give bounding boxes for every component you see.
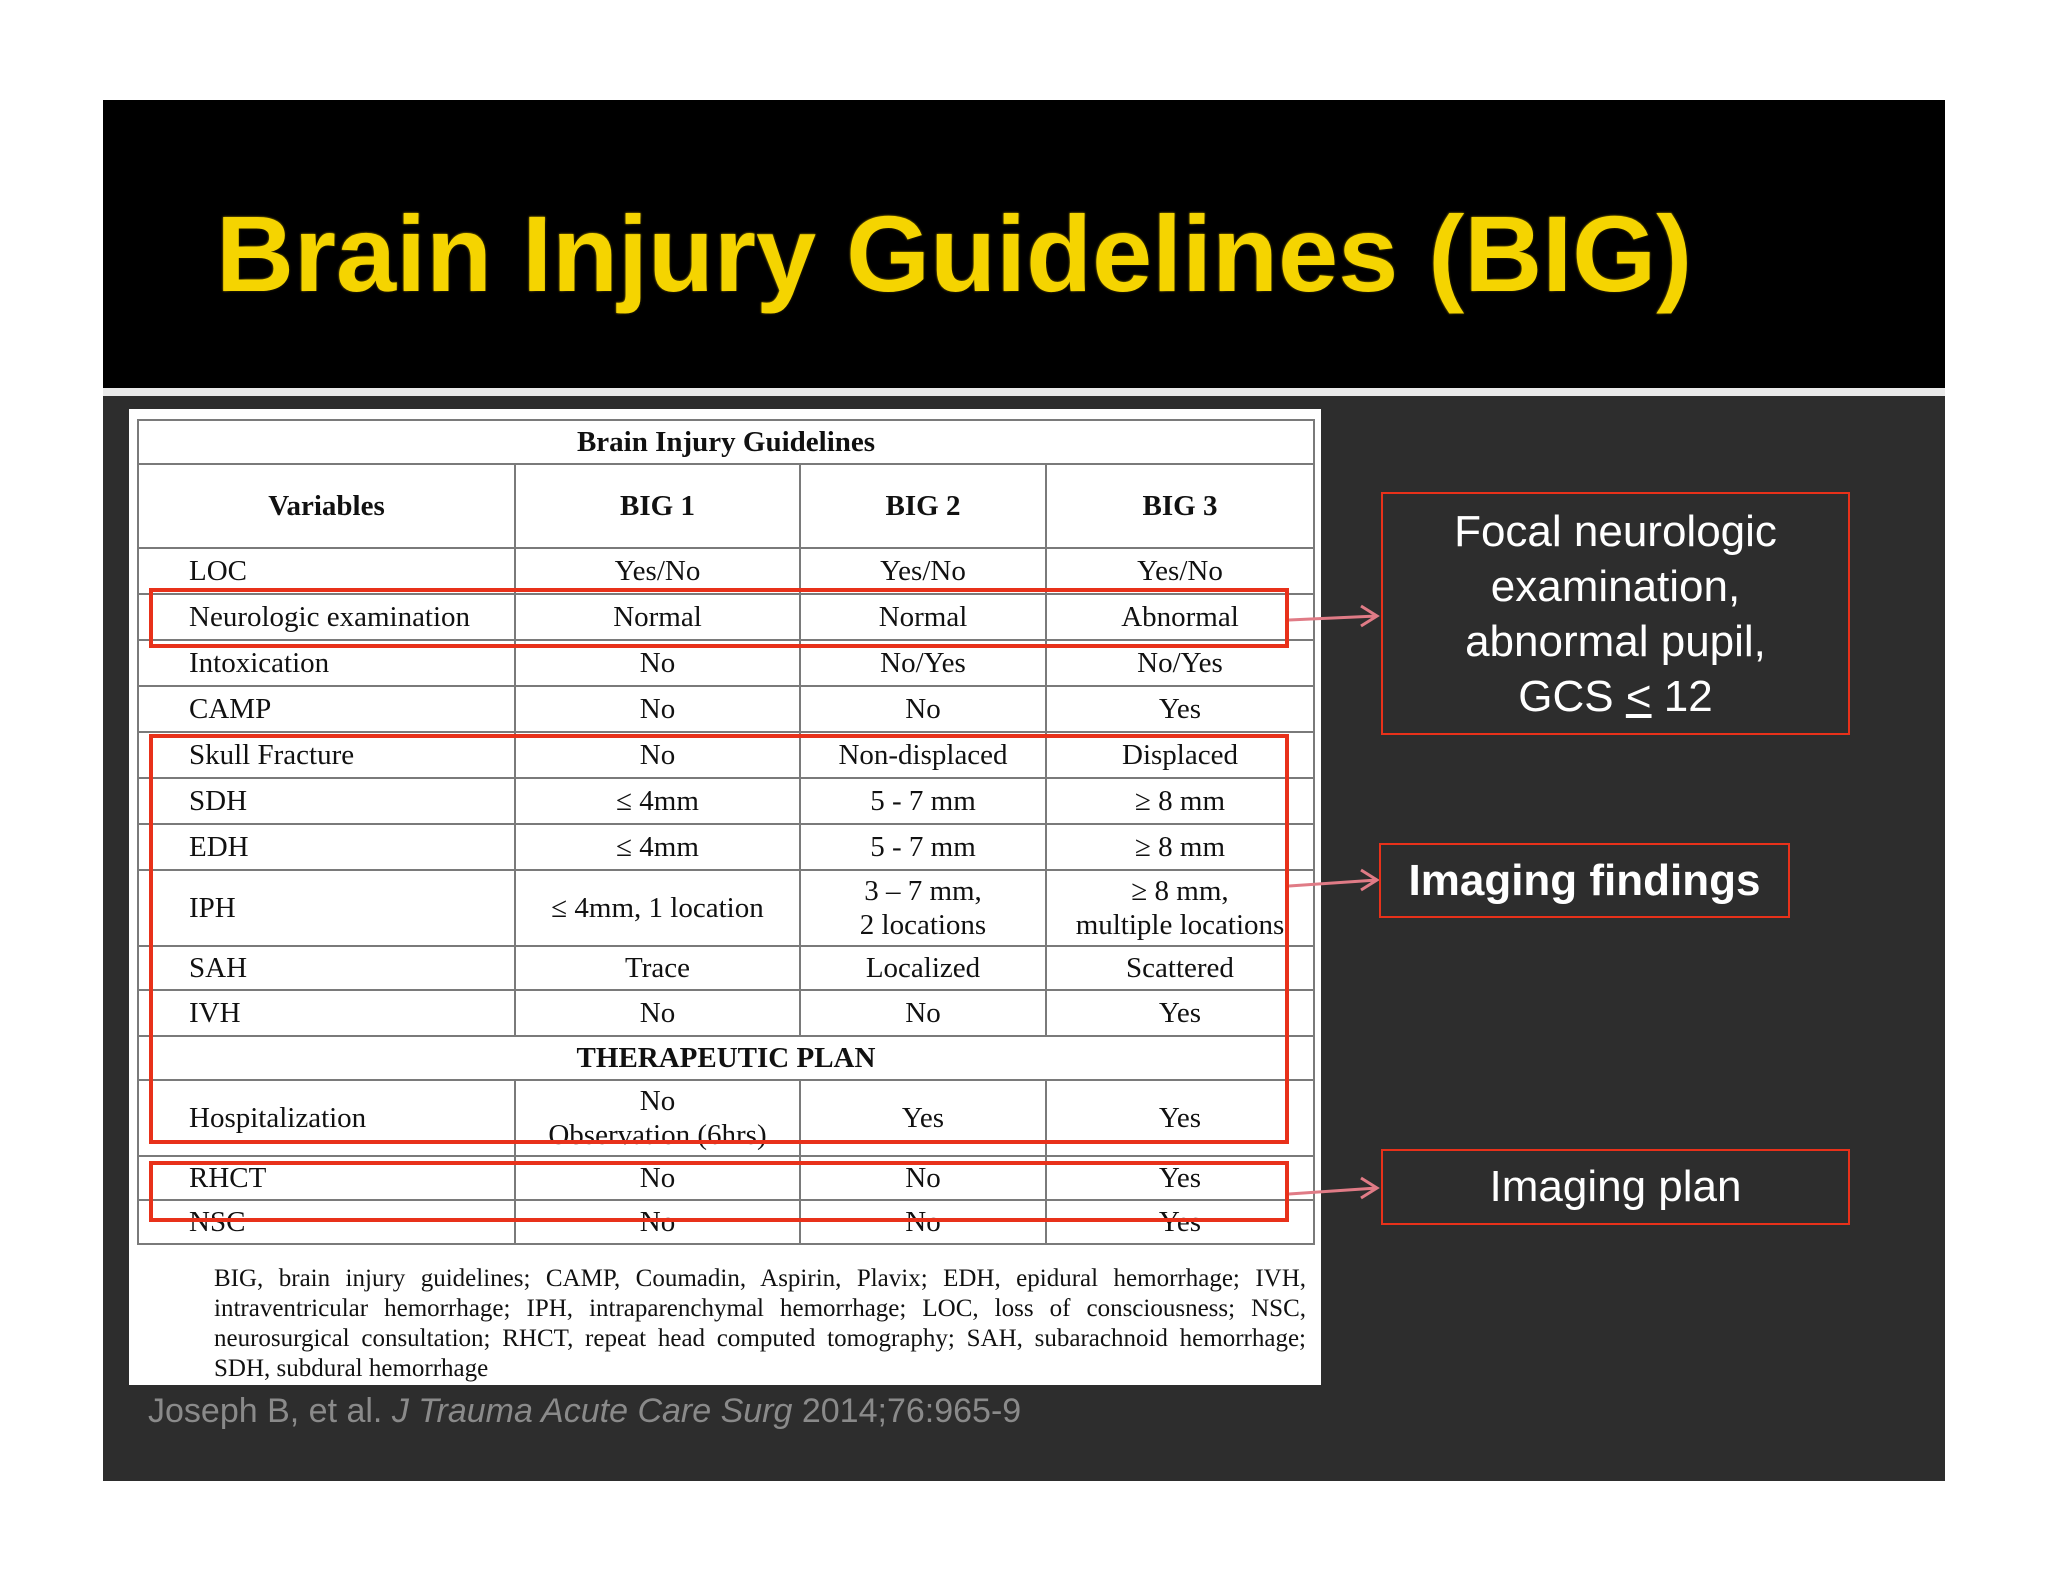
table-cell: No [800,1156,1046,1200]
table-cell: ≥ 8 mm [1046,824,1314,870]
callout-line: abnormal pupil, [1465,616,1766,666]
citation-authors: Joseph B, et al. [148,1392,392,1430]
column-header: BIG 1 [515,464,800,548]
callout-focal-neurologic [1381,492,1850,735]
row-label: Intoxication [138,640,515,686]
table-cell: Yes [1046,1156,1314,1200]
row-label: RHCT [138,1156,515,1200]
table-cell: No [515,1156,800,1200]
table-cell: ≥ 8 mm [1046,778,1314,824]
table-cell: Displaced [1046,732,1314,778]
table-cell: No [800,686,1046,732]
cell-line: Observation (6hrs) [548,1119,767,1151]
row-label: Hospitalization [138,1080,515,1156]
table-cell: ≤ 4mm [515,824,800,870]
arrow-to-imaging-plan-callout [1289,1188,1377,1194]
table-cell: Yes/No [1046,548,1314,594]
table-cell: 5 - 7 mm [800,778,1046,824]
cell-line: 3 – 7 mm, [864,875,982,907]
table-cell: No/Yes [800,640,1046,686]
row-label: Neurologic examination [138,594,515,640]
table-footnote: BIG, brain injury guidelines; CAMP, Coumadin, Aspirin, Plavix; EDH, epidural hemorrhage; IVH, intraventricular hemorrhage; IPH, intraparenchymal hemorrhage; LOC, loss of consciousness; NSC, neurosurgical consultation; RHCT, repeat head computed tomography; SAH, subarachnoid hemorrhage; SDH, subdural hemorrhage [214,1265,1306,1382]
row-label: Skull Fracture [138,732,515,778]
citation [148,1392,1021,1431]
table-cell: Yes [1046,990,1314,1036]
row-label: SDH [138,778,515,824]
table-cell: Non-displaced [800,732,1046,778]
callout-line: Focal neurologic [1454,506,1777,556]
gcs-suffix: 12 [1651,671,1713,721]
section-title: THERAPEUTIC PLAN [138,1036,1314,1080]
table-cell: No [515,686,800,732]
table-cell: Yes/No [800,548,1046,594]
cell-line: 2 locations [859,909,987,941]
row-label: EDH [138,824,515,870]
table-cell: Abnormal [1046,594,1314,640]
table-cell: ≤ 4mm, 1 location [515,870,800,946]
callout-line-gcs [1454,669,1777,724]
row-label: SAH [138,946,515,990]
slide [103,100,1945,1481]
table-cell: Localized [800,946,1046,990]
row-label: LOC [138,548,515,594]
callout-imaging-findings: Imaging findings [1379,843,1790,918]
table-cell: No [515,990,800,1036]
column-header: Variables [138,464,515,548]
table-cell: No [800,1200,1046,1244]
row-label: IVH [138,990,515,1036]
table-cell: Yes [800,1080,1046,1156]
table-cell: No [515,640,800,686]
gcs-prefix: GCS [1518,671,1626,721]
table-cell: Trace [515,946,800,990]
table-cell: Normal [800,594,1046,640]
table-title: Brain Injury Guidelines [138,420,1314,464]
cell-line: No [639,1085,676,1117]
arrow-to-focal-callout [1289,616,1377,620]
lte-symbol: < [1625,671,1652,721]
table-cell: ≤ 4mm [515,778,800,824]
column-header: BIG 2 [800,464,1046,548]
citation-ref: 2014;76:965-9 [792,1392,1022,1430]
slide-title: Brain Injury Guidelines (BIG) [216,193,1693,314]
table-cell: Yes [1046,1200,1314,1244]
arrow-to-imaging-findings-callout [1289,880,1377,886]
table-cell: Yes [1046,1080,1314,1156]
citation-journal: J Trauma Acute Care Surg [391,1392,793,1430]
callout-arrows [103,100,1945,1481]
table-cell: Scattered [1046,946,1314,990]
row-label: NSC [138,1200,515,1244]
callout-line: examination, [1490,561,1741,611]
callout-imaging-plan: Imaging plan [1381,1149,1850,1225]
cell-line: ≥ 8 mm, [1131,875,1229,907]
table-cell: 5 - 7 mm [800,824,1046,870]
table-cell: Normal [515,594,800,640]
table-cell: No/Yes [1046,640,1314,686]
table-cell: Yes [1046,686,1314,732]
row-label: CAMP [138,686,515,732]
table-cell: No [800,990,1046,1036]
table-cell: Yes/No [515,548,800,594]
cell-line: multiple locations [1075,909,1285,941]
table-cell: No [515,732,800,778]
row-label: IPH [138,870,515,946]
table-cell: No [515,1200,800,1244]
column-header: BIG 3 [1046,464,1314,548]
